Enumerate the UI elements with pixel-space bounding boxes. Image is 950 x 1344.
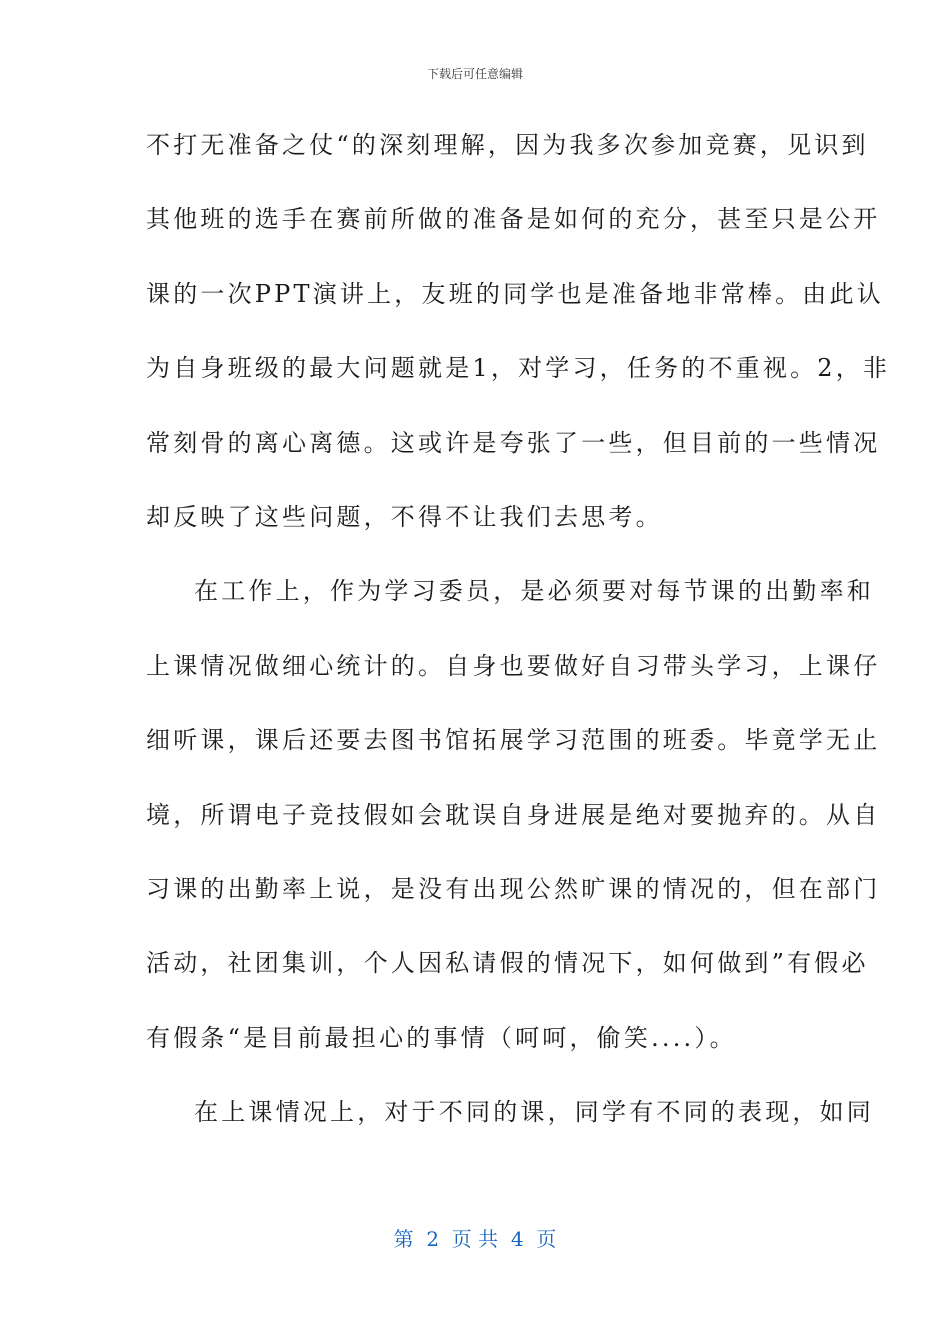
body-line: 活动，社团集训，个人因私请假的情况下，如何做到”有假必 [146, 949, 869, 978]
body-line: 上课情况做细心统计的。自身也要做好自习带头学习，上课仔 [146, 651, 881, 680]
body-line: 习课的出勤率上说，是没有出现公然旷课的情况的，但在部门 [146, 874, 881, 903]
page-number: 第 2 页 共 4 页 [393, 1227, 557, 1251]
page-header-note: 下载后可任意编辑 [426, 67, 523, 81]
body-line: 境，所谓电子竞技假如会耽误自身进展是绝对要抛弃的。从自 [146, 800, 881, 829]
body-line: 细听课，课后还要去图书馆拓展学习范围的班委。毕竟学无止 [146, 726, 881, 755]
body-line: 不打无准备之仗“的深刻理解，因为我多次参加竞赛，见识到 [146, 131, 869, 159]
paragraph-start-line: 在上课情况上，对于不同的课，同学有不同的表现，如同 [194, 1098, 874, 1127]
document-body [146, 122, 891, 1163]
body-line: 其他班的选手在赛前所做的准备是如何的充分，甚至只是公开 [146, 205, 881, 234]
body-line: 为自身班级的最大问题就是1，对学习，任务的不重视。2，非 [146, 354, 891, 383]
body-line: 课的一次PPT演讲上，友班的同学也是准备地非常棒。由此认 [146, 279, 884, 308]
paragraph-start-line: 在工作上，作为学习委员，是必须要对每节课的出勤率和 [194, 577, 874, 606]
body-line: 却反映了这些问题，不得不让我们去思考。 [146, 502, 663, 531]
body-line: 有假条“是目前最担心的事情（呵呵，偷笑....）。 [146, 1023, 737, 1052]
body-line: 常刻骨的离心离德。这或许是夸张了一些，但目前的一些情况 [146, 428, 881, 457]
